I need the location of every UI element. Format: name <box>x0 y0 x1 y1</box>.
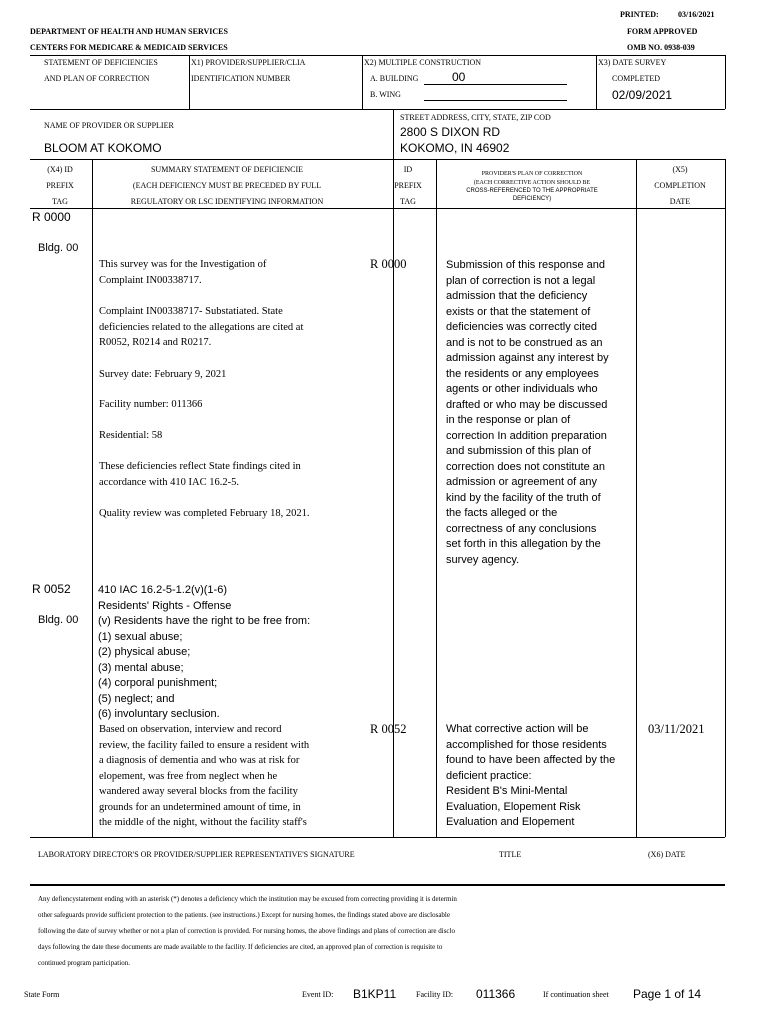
wing-underline <box>424 100 567 101</box>
x4-header-1: (X4) ID <box>47 165 73 174</box>
identification-number-label: IDENTIFICATION NUMBER <box>191 74 291 83</box>
id-header-2: PREFIX <box>394 181 422 190</box>
multiple-construction-label: X2) MULTIPLE CONSTRUCTION <box>364 58 482 67</box>
r0000-summary-2: Complaint IN00338717- Substatiated. State deficiencies related to the allegations are cited at R0052, R0214 and R0217. <box>99 306 304 348</box>
survey-completed-date: 02/09/2021 <box>612 88 673 102</box>
address-line-1: 2800 S DIXON RD <box>400 125 501 139</box>
notice-line-3: following the date of survey whether or not a plan of correction is provided. For nursing homes, the above findings and plans of correction are disclo <box>38 927 455 935</box>
column-header-top-rule <box>30 159 725 160</box>
r0052-findings: Based on observation, interview and record review, the facility failed to ensure a resident with a diagnosis of dementia and who was at risk for elopement, was free from neglect when he wandered away several blocks from the facility grounds for an undetermined amount of time, in the middle of the night, without the facility staff's <box>99 724 310 828</box>
notice-line-5: continued program participation. <box>38 959 130 967</box>
provider-block-top-rule <box>30 109 725 110</box>
r0000-summary-6: These deficiencies reflect State findings cited in accordance with 410 IAC 16.2-5. <box>99 461 301 488</box>
event-id: B1KP11 <box>353 987 397 1001</box>
r0000-plan: Submission of this response and plan of correction is not a legal admission that the deficiency exists or that the statement of deficiencies was correctly cited and is not to be construed as an admission against any interest by the residents or any employees agents or other individuals who drafted or who may be discussed in the response or plan of correction In addition preparation and submission of this plan of correction does not constitute an admission or agreement of any kind by the facility of the truth of the facts alleged or the correctness of any conclusions set forth in this allegation by the survey agency. <box>446 259 609 566</box>
x5-header-2: COMPLETION <box>654 181 706 190</box>
plan-header-2: (EACH CORRECTIVE ACTION SHOULD BE <box>473 180 591 186</box>
plan-header-3: CROSS-REFERENCED TO THE APPROPRIATE <box>466 188 598 194</box>
signature-bottom-rule <box>30 884 725 886</box>
divider <box>725 159 726 837</box>
department-name: DEPARTMENT OF HEALTH AND HUMAN SERVICES <box>30 27 228 36</box>
notice-line-4: days following the date these documents are made available to the facility. If deficiencies are cited, an approved plan of correction is requisite to <box>38 943 443 951</box>
r0000-bldg: Bldg. 00 <box>38 242 79 254</box>
building-underline <box>424 84 567 85</box>
state-form-label: State Form <box>24 990 60 999</box>
id-block-top-rule <box>30 55 725 56</box>
r0052-bldg: Bldg. 00 <box>38 614 79 626</box>
r0000-id-tag: R 0000 <box>370 257 407 271</box>
form-approved: FORM APPROVED <box>627 27 698 36</box>
r0052-id-tag: R 0052 <box>370 722 407 736</box>
title-label: TITLE <box>499 850 522 859</box>
plan-of-correction-label: AND PLAN OF CORRECTION <box>44 74 150 83</box>
divider <box>92 159 93 837</box>
provider-name: BLOOM AT KOKOMO <box>44 141 162 155</box>
divider <box>393 109 394 159</box>
r0052-tag: R 0052 <box>32 582 71 596</box>
plan-header-4: DEFICIENCY) <box>512 196 552 202</box>
facility-id: 011366 <box>476 987 516 1001</box>
summary-header-2: (EACH DEFICIENCY MUST BE PRECEDED BY FULL <box>132 181 322 190</box>
building-label: A. BUILDING <box>370 74 419 83</box>
event-id-label: Event ID: <box>302 990 334 999</box>
statement-label: STATEMENT OF DEFICIENCIES <box>44 58 158 67</box>
signature-top-rule <box>30 837 725 838</box>
plan-header-1: PROVIDER'S PLAN OF CORRECTION <box>481 171 583 177</box>
notice-line-1: Any defiencystatement ending with an asterisk (*) denotes a deficiency which the institution may be excused from correcting providing it is determin <box>38 895 457 903</box>
r0052-plan: What corrective action will be accomplished for those residents found to have been affected by the deficient practice: Resident B's Mini-Mental Evaluation, Elopement Risk Evaluation and Elopement <box>446 723 616 828</box>
notice-line-2: other safeguards provide sufficient protection to the patients. (see instructions.) Except for nursing homes, the findings stated above are disclosable <box>38 911 450 919</box>
facility-id-label: Facility ID: <box>416 990 454 999</box>
signature-label: LABORATORY DIRECTOR'S OR PROVIDER/SUPPLIER REPRESENTATIVE'S SIGNATURE <box>38 850 355 859</box>
address-line-2: KOKOMO, IN 46902 <box>400 141 510 155</box>
r0052-completion-date: 03/11/2021 <box>648 722 705 736</box>
divider <box>189 55 190 109</box>
summary-header-3: REGULATORY OR LSC IDENTIFYING INFORMATION <box>130 197 324 206</box>
divider <box>436 159 437 837</box>
r0052-rule-text: 410 IAC 16.2-5-1.2(v)(1-6) Residents' Rights - Offense (v) Residents have the right to be free from: (1) sexual abuse; (2) physical abuse; (3) mental abuse; (4) corporal punishment; (5) neglect; and (6) involuntary seclusion. <box>98 584 311 720</box>
column-header-bottom-rule <box>30 208 725 209</box>
r0000-summary-1: This survey was for the Investigation of Complaint IN00338717. <box>99 259 267 286</box>
id-header-3: TAG <box>400 197 416 206</box>
signature-date-label: (X6) DATE <box>648 850 686 859</box>
id-header-1: ID <box>403 165 413 174</box>
r0000-summary-3: Survey date: February 9, 2021 <box>99 369 227 380</box>
completed-label: COMPLETED <box>612 74 660 83</box>
centers-name: CENTERS FOR MEDICARE & MEDICAID SERVICES <box>30 43 228 52</box>
printed-label: PRINTED: <box>620 10 659 19</box>
provider-name-label: NAME OF PROVIDER OR SUPPLIER <box>44 121 174 130</box>
date-survey-label: X3) DATE SURVEY <box>598 58 667 67</box>
x5-header-1: (X5) <box>672 165 688 174</box>
x4-header-2: PREFIX <box>46 181 74 190</box>
divider <box>362 55 363 109</box>
divider <box>725 55 726 109</box>
r0000-summary-4: Facility number: 011366 <box>99 399 203 410</box>
x4-header-3: TAG <box>52 197 68 206</box>
page-number: Page 1 of 14 <box>633 987 702 1001</box>
divider <box>596 55 597 109</box>
continuation-label: If continuation sheet <box>543 990 609 999</box>
x5-header-3: DATE <box>669 197 691 206</box>
printed-date: 03/16/2021 <box>678 10 715 19</box>
r0000-tag: R 0000 <box>32 210 71 224</box>
r0000-summary-7: Quality review was completed February 18, 2021. <box>99 508 310 519</box>
provider-id-label: X1) PROVIDER/SUPPLIER/CLIA <box>191 58 306 67</box>
building-value: 00 <box>452 70 466 84</box>
r0000-summary-5: Residential: 58 <box>99 430 163 441</box>
summary-header-1: SUMMARY STATEMENT OF DEFICIENCIE <box>150 165 304 174</box>
divider <box>636 159 637 837</box>
wing-label: B. WING <box>370 90 401 99</box>
omb-number: OMB NO. 0938-039 <box>627 43 695 52</box>
address-label: STREET ADDRESS, CITY, STATE, ZIP COD <box>400 113 551 122</box>
